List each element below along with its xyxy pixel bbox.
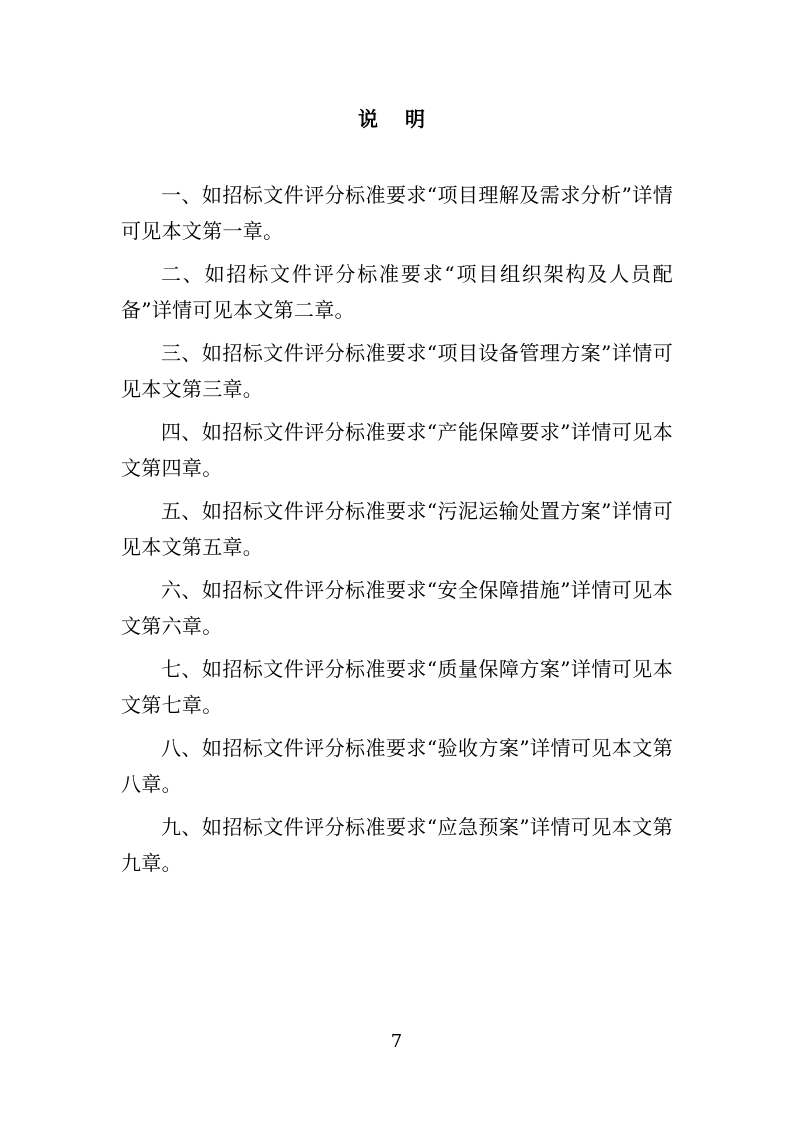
paragraph-8: 八、如招标文件评分标准要求“验收方案”详情可见本文第八章。	[121, 736, 673, 796]
paragraph-9: 九、如招标文件评分标准要求“应急预案”详情可见本文第九章。	[121, 815, 673, 875]
paragraph-5: 五、如招标文件评分标准要求“污泥运输处置方案”详情可见本文第五章。	[121, 499, 673, 559]
paragraph-1: 一、如招标文件评分标准要求“项目理解及需求分析”详情可见本文第一章。	[121, 183, 673, 243]
body-text	[121, 177, 673, 888]
paragraph-2: 二、如招标文件评分标准要求“项目组织架构及人员配备”详情可见本文第二章。	[121, 262, 673, 322]
page-number: 7	[390, 1031, 403, 1052]
paragraph-3: 三、如招标文件评分标准要求“项目设备管理方案”详情可见本文第三章。	[121, 341, 673, 401]
paragraph-7: 七、如招标文件评分标准要求“质量保障方案”详情可见本文第七章。	[121, 657, 673, 717]
paragraph-4: 四、如招标文件评分标准要求“产能保障要求”详情可见本文第四章。	[121, 420, 673, 480]
paragraph-6: 六、如招标文件评分标准要求“安全保障措施”详情可见本文第六章。	[121, 578, 673, 638]
page-title: 说 明	[358, 107, 435, 131]
